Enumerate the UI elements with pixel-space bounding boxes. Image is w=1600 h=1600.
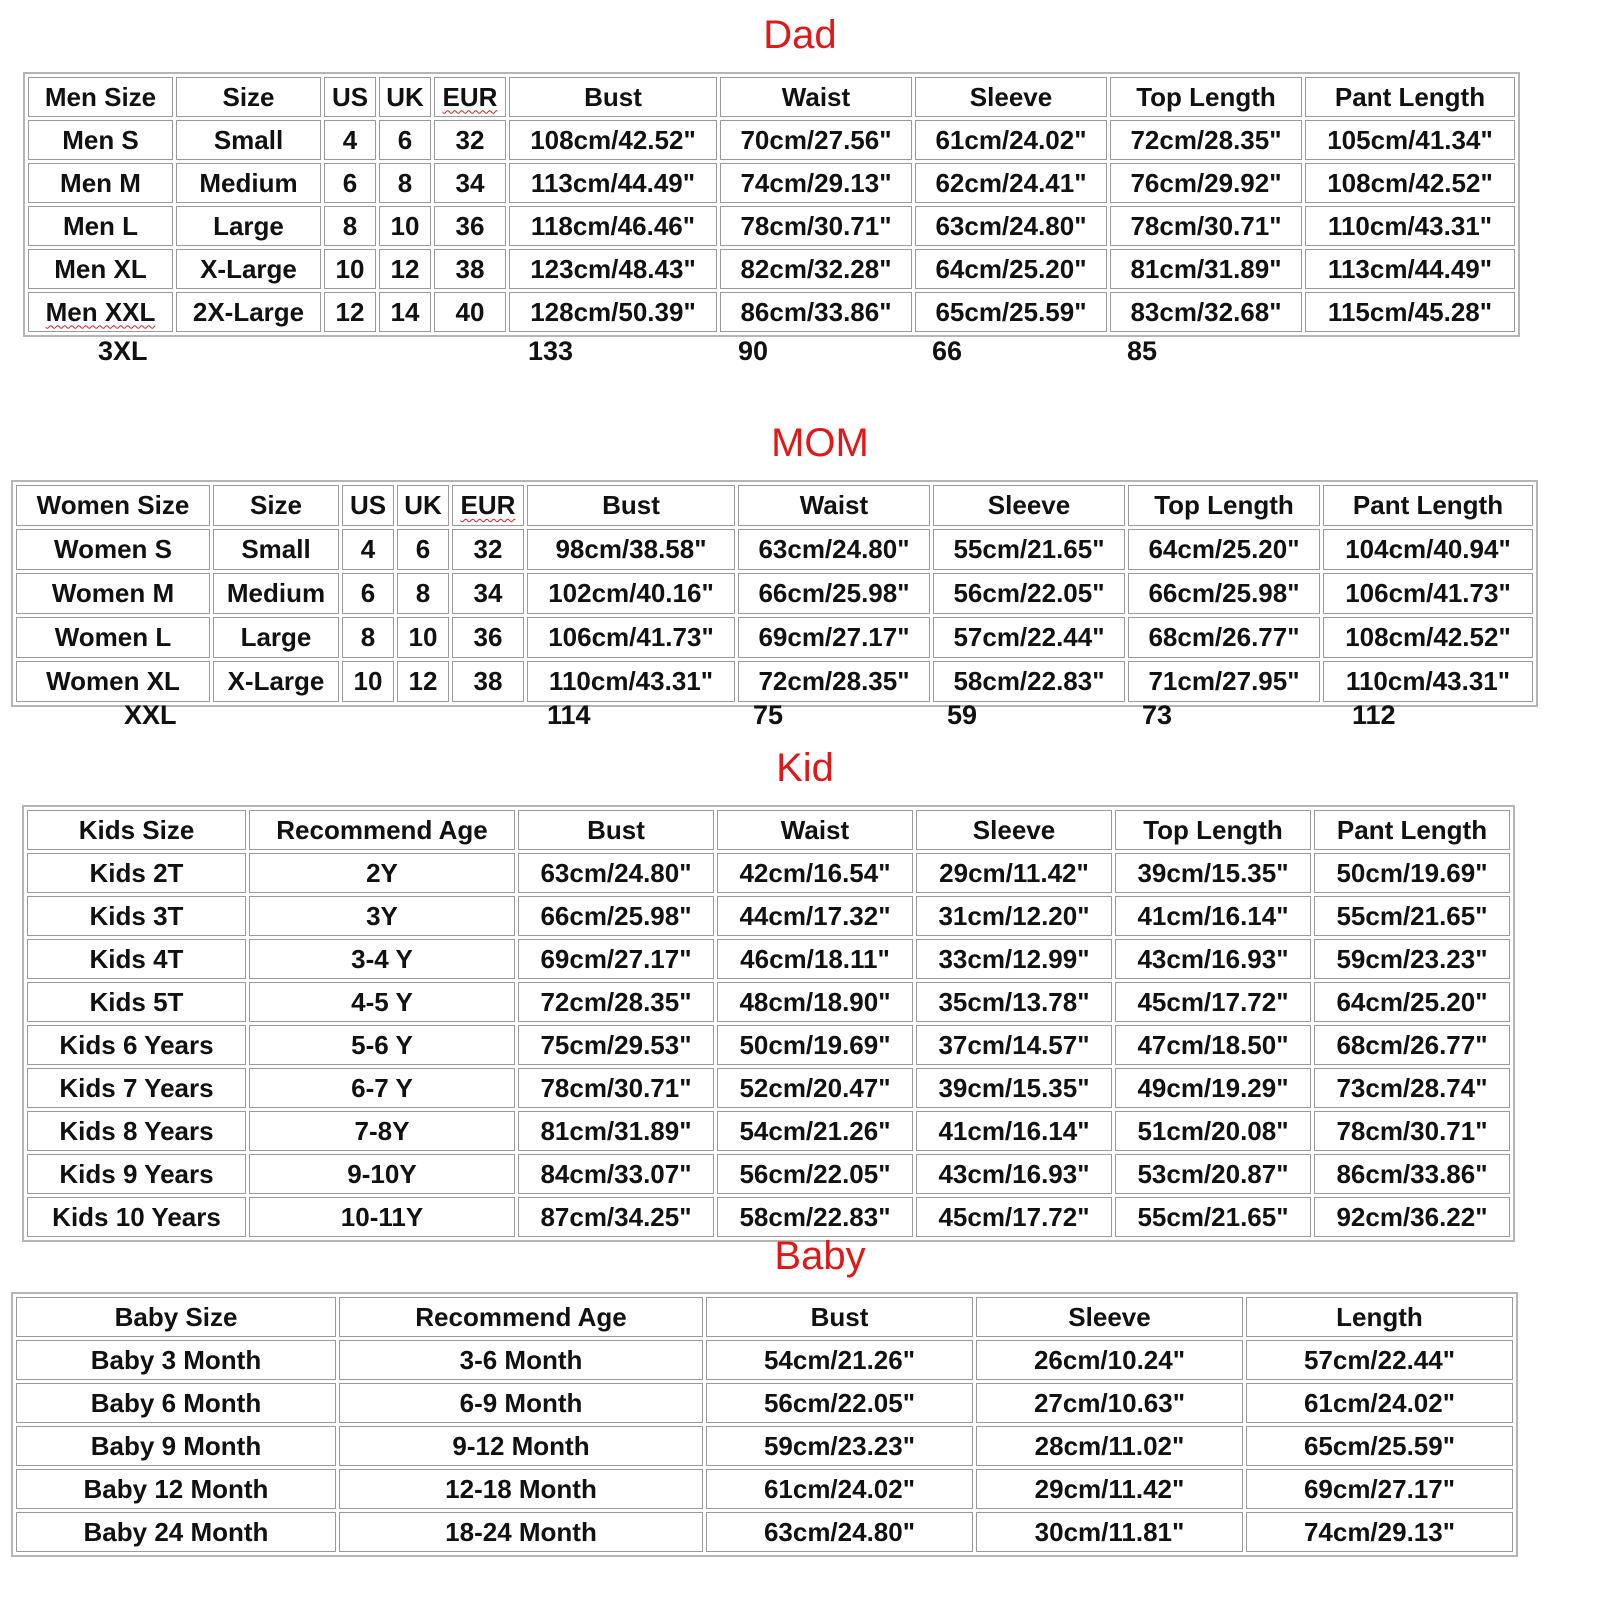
table-row [28, 163, 1515, 203]
table-cell: Baby 24 Month [16, 1512, 336, 1552]
table-cell: Men S [28, 120, 173, 160]
table-cell: 72cm/28.35" [1110, 120, 1302, 160]
header-row [27, 810, 1510, 850]
table-cell: 115cm/45.28" [1305, 292, 1515, 332]
table-row [27, 939, 1510, 979]
table-row [27, 1068, 1510, 1108]
table-row [27, 1154, 1510, 1194]
table-cell: 12 [324, 292, 376, 332]
table-cell: 68cm/26.77" [1128, 617, 1320, 658]
table-cell: 8 [324, 206, 376, 246]
table-cell: 66cm/25.98" [1128, 573, 1320, 614]
table-cell: 78cm/30.71" [1110, 206, 1302, 246]
table-cell: 56cm/22.05" [717, 1154, 913, 1194]
table-cell: 74cm/29.13" [1246, 1512, 1513, 1552]
table-cell: Kids 6 Years [27, 1025, 246, 1065]
table-cell: 51cm/20.08" [1115, 1111, 1311, 1151]
column-header: Sleeve [933, 485, 1125, 526]
table-cell: Women M [16, 573, 210, 614]
table-cell: 70cm/27.56" [720, 120, 912, 160]
table-cell: 5-6 Y [249, 1025, 515, 1065]
table-cell: 78cm/30.71" [720, 206, 912, 246]
table-row [28, 206, 1515, 246]
table-cell: 108cm/42.52" [509, 120, 717, 160]
table-cell: 35cm/13.78" [916, 982, 1112, 1022]
table-cell: 104cm/40.94" [1323, 529, 1533, 570]
column-header: Size [213, 485, 339, 526]
table-cell: Kids 3T [27, 896, 246, 936]
mom-xxl-bust: 114 [547, 700, 591, 730]
column-header: UK [379, 77, 431, 117]
table-cell: 62cm/24.41" [915, 163, 1107, 203]
table-cell: 57cm/22.44" [1246, 1340, 1513, 1380]
table-cell: 57cm/22.44" [933, 617, 1125, 658]
dad-3xl-size: 3XL [98, 336, 148, 366]
mom-xxl-waist: 75 [753, 700, 784, 730]
table-cell: 6 [324, 163, 376, 203]
table-cell: 42cm/16.54" [717, 853, 913, 893]
table-cell: Men XL [28, 249, 173, 289]
table-cell: X-Large [176, 249, 321, 289]
header-row [28, 77, 1515, 117]
column-header: EUR [434, 77, 506, 117]
table-cell: 106cm/41.73" [1323, 573, 1533, 614]
column-header: Pant Length [1323, 485, 1533, 526]
table-cell: 8 [342, 617, 394, 658]
table-row [27, 853, 1510, 893]
table-cell: 61cm/24.02" [706, 1469, 973, 1509]
baby-title: Baby [774, 1234, 866, 1278]
table-cell: 36 [434, 206, 506, 246]
table-cell: 32 [434, 120, 506, 160]
table-cell: 2Y [249, 853, 515, 893]
table-cell: 34 [452, 573, 524, 614]
column-header: Sleeve [976, 1297, 1243, 1337]
table-cell: 66cm/25.98" [518, 896, 714, 936]
table-cell: 29cm/11.42" [976, 1469, 1243, 1509]
table-cell: 55cm/21.65" [933, 529, 1125, 570]
table-cell: 34 [434, 163, 506, 203]
table-cell: 87cm/34.25" [518, 1197, 714, 1237]
dad-3xl-top-length: 85 [1127, 336, 1158, 366]
dad-3xl-sleeve: 66 [932, 336, 963, 366]
table-cell: 31cm/12.20" [916, 896, 1112, 936]
table-cell: 108cm/42.52" [1305, 163, 1515, 203]
table-cell: 110cm/43.31" [1305, 206, 1515, 246]
table-cell: 40 [434, 292, 506, 332]
table-cell: 78cm/30.71" [1314, 1111, 1510, 1151]
table-cell: 12 [397, 661, 449, 702]
table-cell: 72cm/28.35" [738, 661, 930, 702]
table-cell: 48cm/18.90" [717, 982, 913, 1022]
table-cell: 58cm/22.83" [933, 661, 1125, 702]
table-cell: Men L [28, 206, 173, 246]
table-cell: 113cm/44.49" [1305, 249, 1515, 289]
header-row [16, 1297, 1513, 1337]
table-row [16, 1426, 1513, 1466]
table-cell: 6 [397, 529, 449, 570]
column-header: Baby Size [16, 1297, 336, 1337]
column-header: Waist [720, 77, 912, 117]
table-cell: Small [176, 120, 321, 160]
table-cell: 45cm/17.72" [1115, 982, 1311, 1022]
table-cell: 86cm/33.86" [720, 292, 912, 332]
table-cell: 81cm/31.89" [518, 1111, 714, 1151]
table-cell: 123cm/48.43" [509, 249, 717, 289]
table-row [28, 249, 1515, 289]
column-header: Bust [518, 810, 714, 850]
table-cell: 68cm/26.77" [1314, 1025, 1510, 1065]
table-cell: 43cm/16.93" [916, 1154, 1112, 1194]
table-row [16, 1469, 1513, 1509]
dad-3xl-bust: 133 [528, 336, 574, 366]
table-cell: 63cm/24.80" [738, 529, 930, 570]
table-row [16, 529, 1533, 570]
table-cell: 69cm/27.17" [738, 617, 930, 658]
table-cell: 61cm/24.02" [915, 120, 1107, 160]
table-cell: 50cm/19.69" [1314, 853, 1510, 893]
table-cell: 27cm/10.63" [976, 1383, 1243, 1423]
table-row [16, 617, 1533, 658]
table-cell: Baby 3 Month [16, 1340, 336, 1380]
column-header: Bust [509, 77, 717, 117]
table-cell: 63cm/24.80" [706, 1512, 973, 1552]
table-cell: 108cm/42.52" [1323, 617, 1533, 658]
column-header: US [324, 77, 376, 117]
table-cell: 26cm/10.24" [976, 1340, 1243, 1380]
table-cell: 110cm/43.31" [1323, 661, 1533, 702]
column-header: Pant Length [1305, 77, 1515, 117]
table-cell: Small [213, 529, 339, 570]
table-cell: 28cm/11.02" [976, 1426, 1243, 1466]
mom-size-table [11, 480, 1538, 707]
table-cell: 32 [452, 529, 524, 570]
table-cell: Baby 9 Month [16, 1426, 336, 1466]
dad-size-table [23, 72, 1520, 337]
table-cell: Women XL [16, 661, 210, 702]
table-cell: 69cm/27.17" [518, 939, 714, 979]
table-cell: 128cm/50.39" [509, 292, 717, 332]
table-cell: 2X-Large [176, 292, 321, 332]
baby-size-table [11, 1292, 1518, 1557]
table-cell: 8 [379, 163, 431, 203]
table-cell: 7-8Y [249, 1111, 515, 1151]
table-cell: Women L [16, 617, 210, 658]
column-header: Women Size [16, 485, 210, 526]
table-cell: 65cm/25.59" [1246, 1426, 1513, 1466]
table-cell: 45cm/17.72" [916, 1197, 1112, 1237]
table-cell: 92cm/36.22" [1314, 1197, 1510, 1237]
table-cell: 55cm/21.65" [1115, 1197, 1311, 1237]
column-header: Bust [527, 485, 735, 526]
table-cell: 6 [342, 573, 394, 614]
table-cell: 82cm/32.28" [720, 249, 912, 289]
table-cell: 63cm/24.80" [518, 853, 714, 893]
table-cell: Baby 6 Month [16, 1383, 336, 1423]
table-cell: 9-12 Month [339, 1426, 703, 1466]
table-cell: 81cm/31.89" [1110, 249, 1302, 289]
table-cell: 18-24 Month [339, 1512, 703, 1552]
table-cell: 43cm/16.93" [1115, 939, 1311, 979]
table-row [27, 1197, 1510, 1237]
table-cell: 46cm/18.11" [717, 939, 913, 979]
table-cell: 44cm/17.32" [717, 896, 913, 936]
table-cell: Medium [176, 163, 321, 203]
table-cell: 38 [452, 661, 524, 702]
mom-xxl-pant-length: 112 [1352, 700, 1396, 730]
table-cell: 3-6 Month [339, 1340, 703, 1380]
table-cell: Large [213, 617, 339, 658]
table-cell: 10 [397, 617, 449, 658]
table-cell: Medium [213, 573, 339, 614]
table-cell: 84cm/33.07" [518, 1154, 714, 1194]
table-cell: 75cm/29.53" [518, 1025, 714, 1065]
table-cell: Men M [28, 163, 173, 203]
table-cell: 39cm/15.35" [1115, 853, 1311, 893]
table-cell: Kids 8 Years [27, 1111, 246, 1151]
table-cell: 64cm/25.20" [915, 249, 1107, 289]
table-cell: 9-10Y [249, 1154, 515, 1194]
table-row [16, 573, 1533, 614]
table-cell: 54cm/21.26" [717, 1111, 913, 1151]
table-cell: 59cm/23.23" [706, 1426, 973, 1466]
mom-xxl-size: XXL [124, 700, 177, 730]
table-cell: 39cm/15.35" [916, 1068, 1112, 1108]
table-cell: 72cm/28.35" [518, 982, 714, 1022]
table-cell: 10 [324, 249, 376, 289]
table-cell: 8 [397, 573, 449, 614]
table-cell: 38 [434, 249, 506, 289]
column-header: Size [176, 77, 321, 117]
column-header: Top Length [1110, 77, 1302, 117]
table-cell: 83cm/32.68" [1110, 292, 1302, 332]
column-header: Top Length [1115, 810, 1311, 850]
column-header: Waist [717, 810, 913, 850]
table-cell: 37cm/14.57" [916, 1025, 1112, 1065]
table-cell: 41cm/16.14" [1115, 896, 1311, 936]
table-cell: Kids 7 Years [27, 1068, 246, 1108]
table-cell: Baby 12 Month [16, 1469, 336, 1509]
table-cell: 50cm/19.69" [717, 1025, 913, 1065]
column-header: EUR [452, 485, 524, 526]
table-cell: 73cm/28.74" [1314, 1068, 1510, 1108]
table-cell: 6-7 Y [249, 1068, 515, 1108]
table-cell: 58cm/22.83" [717, 1197, 913, 1237]
table-cell: 64cm/25.20" [1128, 529, 1320, 570]
column-header: US [342, 485, 394, 526]
table-cell: 74cm/29.13" [720, 163, 912, 203]
column-header: Recommend Age [249, 810, 515, 850]
table-cell: 4 [324, 120, 376, 160]
table-cell: 71cm/27.95" [1128, 661, 1320, 702]
table-cell: 69cm/27.17" [1246, 1469, 1513, 1509]
table-cell: Kids 5T [27, 982, 246, 1022]
table-cell: 3Y [249, 896, 515, 936]
table-cell: 4-5 Y [249, 982, 515, 1022]
table-cell: 41cm/16.14" [916, 1111, 1112, 1151]
table-cell: 66cm/25.98" [738, 573, 930, 614]
table-cell: 3-4 Y [249, 939, 515, 979]
table-cell: Large [176, 206, 321, 246]
table-cell: 52cm/20.47" [717, 1068, 913, 1108]
table-cell: 12 [379, 249, 431, 289]
dad-title: Dad [763, 13, 837, 57]
table-cell: 54cm/21.26" [706, 1340, 973, 1380]
table-cell: 33cm/12.99" [916, 939, 1112, 979]
table-cell: 105cm/41.34" [1305, 120, 1515, 160]
table-row [16, 661, 1533, 702]
table-cell: 56cm/22.05" [933, 573, 1125, 614]
column-header: Recommend Age [339, 1297, 703, 1337]
mom-xxl-top-length: 73 [1142, 700, 1173, 730]
table-cell: 30cm/11.81" [976, 1512, 1243, 1552]
column-header: Sleeve [916, 810, 1112, 850]
table-cell: 10-11Y [249, 1197, 515, 1237]
column-header: UK [397, 485, 449, 526]
table-cell: 53cm/20.87" [1115, 1154, 1311, 1194]
kid-title: Kid [776, 746, 834, 790]
table-cell: 10 [342, 661, 394, 702]
table-cell: X-Large [213, 661, 339, 702]
table-cell: 6 [379, 120, 431, 160]
table-cell: 78cm/30.71" [518, 1068, 714, 1108]
table-cell: 98cm/38.58" [527, 529, 735, 570]
table-cell: Men XXL [28, 292, 173, 332]
column-header: Bust [706, 1297, 973, 1337]
table-cell: 12-18 Month [339, 1469, 703, 1509]
table-cell: 59cm/23.23" [1314, 939, 1510, 979]
column-header: Pant Length [1314, 810, 1510, 850]
table-cell: 6-9 Month [339, 1383, 703, 1423]
kid-size-table [22, 805, 1515, 1242]
table-row [27, 982, 1510, 1022]
mom-xxl-sleeve: 59 [947, 700, 978, 730]
column-header: Kids Size [27, 810, 246, 850]
table-cell: Kids 4T [27, 939, 246, 979]
table-cell: 47cm/18.50" [1115, 1025, 1311, 1065]
table-cell: 102cm/40.16" [527, 573, 735, 614]
table-row [16, 1383, 1513, 1423]
table-cell: 14 [379, 292, 431, 332]
table-cell: 110cm/43.31" [527, 661, 735, 702]
dad-3xl-waist: 90 [738, 336, 769, 366]
table-cell: 106cm/41.73" [527, 617, 735, 658]
table-cell: 10 [379, 206, 431, 246]
column-header: Top Length [1128, 485, 1320, 526]
table-cell: Women S [16, 529, 210, 570]
table-cell: 86cm/33.86" [1314, 1154, 1510, 1194]
table-cell: 63cm/24.80" [915, 206, 1107, 246]
table-cell: 76cm/29.92" [1110, 163, 1302, 203]
table-cell: Kids 9 Years [27, 1154, 246, 1194]
column-header: Waist [738, 485, 930, 526]
table-row [28, 292, 1515, 332]
table-row [28, 120, 1515, 160]
table-cell: 61cm/24.02" [1246, 1383, 1513, 1423]
table-row [27, 1025, 1510, 1065]
header-row [16, 485, 1533, 526]
table-cell: Kids 10 Years [27, 1197, 246, 1237]
table-cell: 49cm/19.29" [1115, 1068, 1311, 1108]
column-header: Men Size [28, 77, 173, 117]
table-cell: 4 [342, 529, 394, 570]
table-cell: 55cm/21.65" [1314, 896, 1510, 936]
table-row [16, 1340, 1513, 1380]
table-row [27, 896, 1510, 936]
table-cell: 56cm/22.05" [706, 1383, 973, 1423]
column-header: Sleeve [915, 77, 1107, 117]
mom-title: MOM [771, 421, 869, 465]
table-cell: 36 [452, 617, 524, 658]
table-cell: Kids 2T [27, 853, 246, 893]
table-cell: 118cm/46.46" [509, 206, 717, 246]
table-cell: 64cm/25.20" [1314, 982, 1510, 1022]
table-cell: 113cm/44.49" [509, 163, 717, 203]
table-cell: 65cm/25.59" [915, 292, 1107, 332]
table-row [16, 1512, 1513, 1552]
table-row [27, 1111, 1510, 1151]
table-cell: 29cm/11.42" [916, 853, 1112, 893]
column-header: Length [1246, 1297, 1513, 1337]
